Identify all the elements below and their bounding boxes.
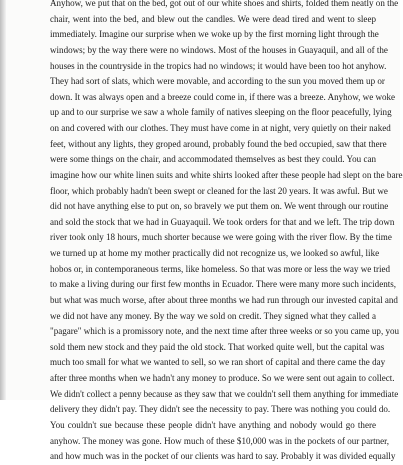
text-line: We didn't collect a penny because as they saw that we couldn't sell them anything for immediate bbox=[50, 388, 399, 399]
body-text bbox=[50, 0, 403, 465]
text-line: river took only 18 hours, much shorter because we were going with the river flow. By the time bbox=[50, 232, 392, 243]
text-line: "pagare" which is a promissory note, and the next time after three weeks or so you came up, you bbox=[50, 326, 400, 337]
text-line: and how much was in the pocket of our clients was hard to say. Probably it was divided equally bbox=[50, 451, 396, 462]
text-line: we turned up at home my mother practically did not recognize us, we looked so awful, like bbox=[50, 248, 380, 258]
text-line: imagine how our white linen suits and white shirts looked after these people had slept on the bare bbox=[50, 169, 403, 180]
text-line: on and covered with our clothes. They must have come in at night, very quietly on their naked bbox=[50, 123, 391, 133]
text-line: did not have anything else to put on, so bravely we put them on. We went through our routine bbox=[50, 201, 389, 212]
text-line: delivery they didn't pay. They didn't see the necessity to pay. There was nothing you could do. bbox=[50, 404, 391, 415]
text-line: You couldn't sue because these people didn't have anything and nobody would go there bbox=[50, 419, 376, 430]
text-line: and sold the stock that we had in Guayaquil. We took orders for that and we left. The trip down bbox=[50, 216, 395, 227]
text-line: immediately. Imagine our surprise when we woke up by the first morning light through the bbox=[50, 29, 379, 40]
text-line: but what was much worse, after about three months we had run through our invested capital and bbox=[50, 294, 398, 305]
text-line: They had sort of slats, which were movable, and according to the sun you moved them up or bbox=[50, 76, 385, 87]
text-line: after three months when we hadn't any money to produce. So we were sent out again to collect. bbox=[50, 373, 395, 383]
text-line: houses in the countryside in the tropics had no windows; it would have been too hot anyhow. bbox=[50, 60, 387, 71]
text-line: Anyhow, we put that on the bed, got out of our white shoes and shirts, folded them neatly on the bbox=[50, 0, 399, 8]
text-line: chair, went into the bed, and blew out the candles. We were dead tired and went to sleep bbox=[50, 13, 376, 24]
text-line: hobos or, in contemporaneous terms, like homeless. So that was more or less the way we tried bbox=[50, 263, 391, 274]
text-line: floor, which probably hadn't been swept or cleaned for the last 20 years. It was awful. But we bbox=[50, 185, 388, 196]
text-line: to make a living during our first few months in Ecuador. There were many more such incidents, bbox=[50, 279, 397, 290]
text-line: down. It was always open and a breeze could come in, if there was a breeze. Anyhow, we woke bbox=[50, 91, 396, 102]
text-line: anyhow. The money was gone. How much of these $10,000 was in the pockets of our partner, bbox=[50, 435, 390, 446]
book-gutter-shadow bbox=[0, 0, 6, 400]
text-line: up and to our surprise we saw a whole family of natives sleeping on the floor peacefully, lying bbox=[50, 107, 392, 118]
text-line: were some things on the chair, and accommodated themselves as best they could. You can bbox=[50, 154, 376, 165]
text-line: feet, without any lights, they groped around, probably found the bed occupied, saw that there bbox=[50, 138, 387, 149]
text-line: windows; by the way there were no windows. Most of the houses in Guayaquil, and all of the bbox=[50, 44, 388, 55]
text-line: sold them new stock and they paid the old stock. That worked quite well, but the capital was bbox=[50, 341, 385, 352]
text-line: much too small for what we wanted to sell, so we ran short of capital and there came the day bbox=[50, 357, 386, 368]
text-line: we did not have any money. By the way we sold on credit. They signed what they called a bbox=[50, 310, 376, 321]
